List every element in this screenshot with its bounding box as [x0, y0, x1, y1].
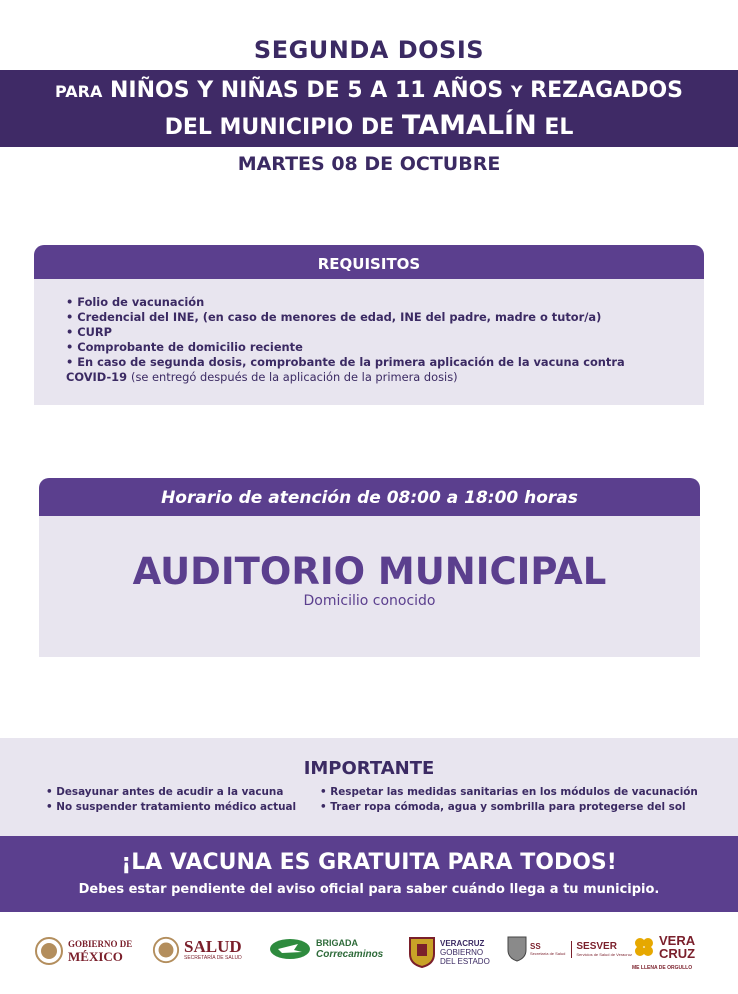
logo-veracruz-gobierno: [408, 936, 490, 968]
venue-hours: Horario de atención de 08:00 a 18:00 horas: [39, 478, 700, 516]
title-top: SEGUNDA DOSIS: [253, 36, 485, 64]
logo-salud: [152, 936, 242, 964]
venue-name: AUDITORIO MUNICIPAL: [132, 550, 607, 593]
eagle-seal-icon: [34, 936, 64, 966]
title-line-1: [0, 78, 738, 103]
logo-ss-name: Secretaría de Salud: [530, 950, 566, 956]
logo-salud-line-2: SECRETARÍA DE SALUD: [184, 955, 242, 961]
free-vaccine-title: ¡LA VACUNA ES GRATUITA PARA TODOS!: [121, 850, 617, 875]
title-word-el: EL: [544, 115, 574, 140]
logo-ss-abbr: SS: [530, 941, 541, 951]
state-shield-icon: [408, 936, 436, 968]
list-item: • CURP: [66, 325, 112, 339]
list-item: • En caso de segunda dosis, comprobante de la primera aplicación de la vacuna contra: [66, 355, 625, 369]
covid-label: COVID-19: [66, 370, 128, 384]
logo-gobierno-mexico: [34, 936, 132, 966]
logo-salud-line-1: SALUD: [184, 937, 242, 956]
title-rezagados: REZAGADOS: [530, 78, 683, 103]
logo-sesver: [507, 936, 632, 962]
free-vaccine-band: [0, 836, 738, 912]
list-item: • No suspender tratamiento médico actual: [46, 801, 297, 813]
logo-gob-line-2: MÉXICO: [68, 948, 123, 964]
logo-vera: VERA: [659, 933, 696, 948]
requirements-card: [34, 245, 704, 405]
logos-row: [0, 930, 738, 980]
important-list-right: [320, 785, 698, 815]
logo-cruz: CRUZ: [659, 946, 696, 961]
eagle-seal-icon: [152, 936, 180, 964]
flower-icon: [632, 935, 656, 959]
list-item: • Respetar las medidas sanitarias en los módulos de vacunación: [320, 786, 698, 798]
title-date: MARTES 08 DE OCTUBRE: [237, 153, 501, 175]
title-band: [0, 70, 738, 147]
title-target-group: NIÑOS Y NIÑAS DE 5 A 11 AÑOS: [110, 78, 504, 103]
title-municipio-name: TAMALÍN: [401, 110, 537, 141]
venue-address: Domicilio conocido: [303, 593, 436, 609]
covid-note: (se entregó después de la aplicación de la primera dosis): [131, 370, 458, 384]
requirements-title: REQUISITOS: [34, 245, 704, 279]
logo-veracruz-line-3: DEL ESTADO: [440, 956, 490, 966]
logo-veracruz-line-2: GOBIERNO: [440, 947, 484, 957]
title-word-para: PARA: [54, 82, 103, 101]
logo-sesver-name: Servicios de Salud de Veracruz: [576, 951, 632, 957]
logo-gob-line-1: GOBIERNO DE: [68, 938, 133, 949]
list-item-continuation: [66, 370, 704, 385]
logo-veracruz-orgullo: [632, 934, 695, 960]
free-vaccine-subtitle: Debes estar pendiente del aviso oficial para saber cuándo llega a tu municipio.: [78, 882, 660, 897]
list-item: • Credencial del INE, (en caso de menores de edad, INE del padre, madre o tutor/a): [66, 310, 602, 324]
logo-brigada-line-2: Correcaminos: [316, 949, 384, 960]
important-list-left: [46, 785, 296, 815]
logo-brigada-correcaminos: [268, 936, 383, 962]
title-municipio-prefix: DEL MUNICIPIO DE: [164, 115, 395, 140]
logo-brigada-line-1: BRIGADA: [316, 938, 358, 948]
roadrunner-icon: [268, 936, 312, 962]
venue-card: [39, 478, 700, 657]
list-item: • Desayunar antes de acudir a la vacuna: [46, 786, 284, 798]
list-item: • Folio de vacunación: [66, 295, 205, 309]
list-item: • Comprobante de domicilio reciente: [66, 340, 303, 354]
requirements-list: [34, 279, 704, 385]
title-line-2: [0, 110, 738, 141]
important-section: [0, 738, 738, 836]
logo-orgullo-tagline: ME LLENA DE ORGULLO: [632, 965, 693, 971]
state-shield-icon: [507, 936, 527, 962]
important-title: IMPORTANTE: [303, 758, 435, 779]
title-word-y: Y: [510, 82, 523, 101]
logo-sesver-abbr: SESVER: [576, 940, 617, 952]
logo-veracruz-line-1: VERACRUZ: [440, 938, 485, 948]
list-item: • Traer ropa cómoda, agua y sombrilla para protegerse del sol: [320, 801, 686, 813]
